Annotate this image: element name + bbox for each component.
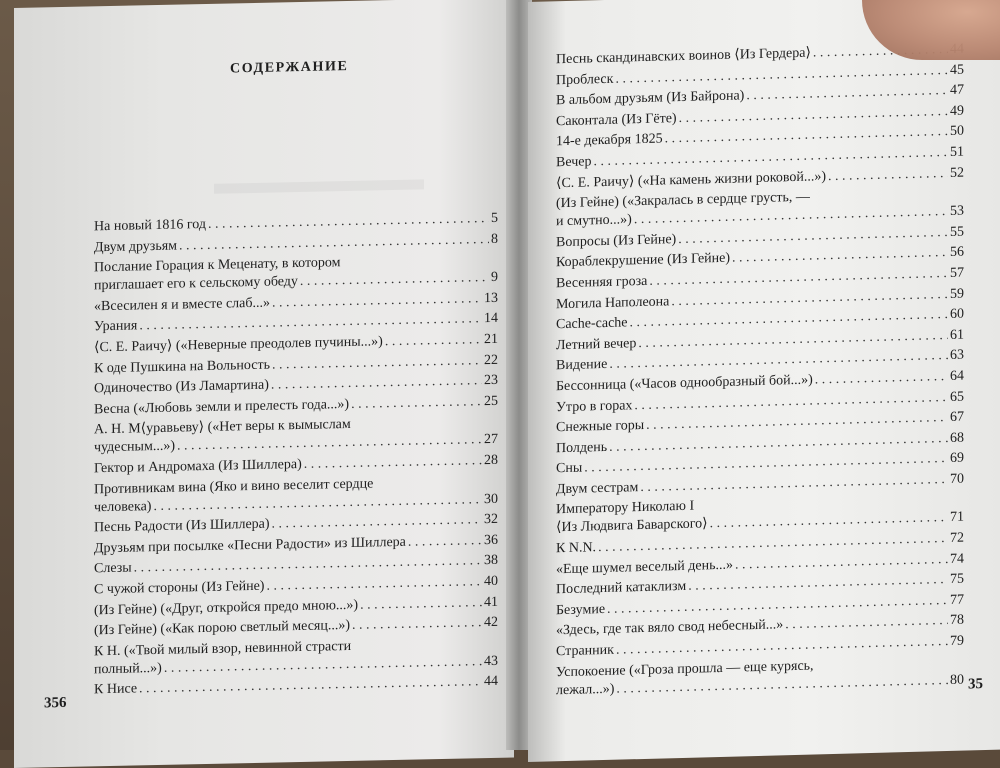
entry-page-number: 40 [484, 573, 498, 590]
entry-page-number: 69 [950, 450, 964, 467]
entry-title: Песнь скандинавских воинов ⟨Из Гердера⟩ [556, 45, 811, 68]
entry-page-number: 72 [950, 530, 964, 547]
entry-title: ⟨С. Е. Раичу⟩ («Неверные преодолев пучины...») [94, 334, 383, 356]
entry-page-number: 30 [484, 491, 498, 507]
page-number-left: 356 [44, 694, 67, 712]
entry-title: человека) [94, 498, 152, 515]
entry-page-number: 51 [950, 144, 964, 160]
entry-title: 14-е декабря 1825 [556, 131, 663, 150]
entry-title-line: Противникам вина (Яко и вино веселит сердце [94, 476, 374, 497]
contents-entry [94, 251, 498, 295]
entry-title: Снежные горы [556, 418, 645, 436]
entry-title: и смутно...») [556, 212, 632, 230]
entry-title: Видение [556, 357, 608, 374]
dot-leader [208, 210, 489, 234]
entry-page-number: 42 [484, 614, 498, 631]
entry-page-number: 27 [484, 432, 498, 448]
entry-title: Вопросы (Из Гейне) [556, 231, 677, 251]
entry-title: Слезы [94, 560, 132, 577]
entry-page-number: 68 [950, 430, 964, 446]
entry-page-number: 5 [491, 210, 498, 227]
entry-title: К N.N. [556, 540, 597, 557]
entry-title: Урания [94, 318, 138, 335]
entry-title: Сны [556, 460, 583, 477]
entry-page-number: 79 [950, 633, 964, 649]
entry-title-line: Послание Горация к Меценату, в котором [94, 255, 341, 276]
entry-title: «Еще шумел веселый день...» [556, 557, 733, 577]
entry-page-number: 63 [950, 347, 964, 364]
entry-page-number: 43 [484, 653, 498, 669]
entry-title: Утро в горах [556, 397, 633, 415]
entry-title: ⟨С. Е. Раичу⟩ («На камень жизни роковой...») [556, 168, 827, 191]
entry-title: Песнь Радости (Из Шиллера) [94, 516, 270, 536]
entry-title: Одиночество (Из Ламартина) [94, 377, 269, 397]
entry-page-number: 71 [950, 510, 964, 526]
entry-title-line: Императору Николаю I [556, 499, 695, 518]
faint-show-through [214, 179, 424, 193]
entry-page-number: 55 [950, 224, 964, 240]
entry-page-number: 64 [950, 368, 964, 384]
entry-title: Cache-cache [556, 315, 628, 333]
entry-page-number: 77 [950, 592, 964, 608]
contents-list-left [94, 210, 498, 702]
entry-title: Бессонница («Часов однообразный бой...») [556, 372, 813, 395]
entry-page-number: 9 [491, 270, 498, 286]
entry-title: Безумие [556, 601, 606, 619]
entry-page-number: 57 [950, 265, 964, 281]
dot-leader [272, 511, 482, 533]
entry-page-number: 32 [484, 511, 498, 528]
entry-page-number: 80 [950, 672, 964, 688]
entry-title: приглашает его к сельскому обеду [94, 274, 298, 294]
entry-page-number: 25 [484, 393, 498, 409]
entry-title: Вечер [556, 154, 592, 171]
dot-leader [266, 573, 482, 596]
entry-title: чудесным...») [94, 438, 175, 456]
entry-title-line: А. Н. М⟨уравьеву⟩ («Нет веры к вымыслам [94, 417, 351, 438]
dot-leader [385, 331, 482, 351]
entry-page-number: 44 [484, 674, 498, 690]
entry-page-number: 21 [484, 331, 498, 348]
dot-leader [272, 352, 482, 374]
entry-page-number: 50 [950, 123, 964, 140]
entry-page-number: 45 [950, 62, 964, 78]
entry-title-line: (Из Гейне) («Закралась в сердце грусть, — [556, 189, 810, 212]
entry-page-number: 61 [950, 327, 964, 343]
entry-title: Странник [556, 642, 614, 660]
entry-title: Могила Наполеона [556, 293, 670, 312]
contents-entry [94, 413, 498, 457]
entry-title: К Нисе [94, 681, 138, 698]
dot-leader [746, 82, 948, 105]
dot-leader [272, 290, 482, 312]
entry-title: Двум друзьям [94, 238, 178, 255]
entry-title: Весенняя гроза [556, 273, 648, 292]
dot-leader [785, 612, 948, 634]
entry-page-number: 65 [950, 389, 964, 405]
contents-list-right [556, 41, 964, 703]
entry-page-number: 38 [484, 553, 498, 569]
entry-title: К оде Пушкина на Вольность [94, 357, 270, 376]
entry-title: Последний катаклизм [556, 579, 687, 598]
entry-title: Саконтала (Из Гёте) [556, 110, 677, 130]
entry-title: На новый 1816 год [94, 216, 206, 235]
entry-page-number: 78 [950, 613, 964, 629]
entry-page-number: 70 [950, 471, 964, 487]
entry-title-line: Успокоение («Гроза прошла — еще курясь, [556, 658, 814, 680]
dot-leader [351, 393, 482, 414]
entry-title: (Из Гейне) («Как порою светлый месяц...») [94, 618, 351, 639]
entry-page-number: 13 [484, 290, 498, 306]
entry-title-line: К Н. («Твой милый взор, невинной страсти [94, 638, 352, 660]
dot-leader [732, 244, 948, 268]
entry-page-number: 49 [950, 103, 964, 119]
entry-page-number: 59 [950, 286, 964, 302]
contents-entry [94, 635, 498, 679]
dot-leader [408, 532, 482, 552]
entry-title: «Здесь, где так вяло свод небесный...» [556, 617, 784, 639]
dot-leader [735, 551, 948, 575]
entry-page-number: 53 [950, 203, 964, 220]
entry-page-number: 23 [484, 373, 498, 389]
entry-page-number: 36 [484, 532, 498, 548]
entry-title: Летний вечер [556, 335, 637, 353]
page-number-right: 35 [968, 676, 983, 693]
entry-page-number: 14 [484, 311, 498, 327]
entry-page-number: 75 [950, 571, 964, 588]
entry-title: (Из Гейне) («Друг, откройся предо мною...») [94, 597, 359, 618]
entry-title: ⟨Из Людвига Баварского⟩ [556, 516, 708, 536]
dot-leader [300, 269, 489, 291]
entry-page-number: 41 [484, 594, 498, 610]
contents-heading: СОДЕРЖАНИЕ [230, 58, 349, 77]
entry-title: В альбом друзьям (Из Байрона) [556, 88, 745, 109]
entry-page-number: 60 [950, 306, 964, 323]
entry-title: Гектор и Андромаха (Из Шиллера) [94, 456, 302, 477]
entry-title: С чужой стороны (Из Гейне) [94, 578, 265, 598]
dot-leader [304, 452, 482, 474]
entry-page-number: 47 [950, 82, 964, 99]
entry-page-number: 28 [484, 452, 498, 469]
dot-leader [815, 368, 948, 389]
entry-page-number: 22 [484, 352, 498, 368]
entry-title: Друзьям при посылке «Песни Радости» из Шиллера [94, 534, 406, 557]
contents-entry [556, 653, 964, 700]
left-page [14, 0, 514, 768]
entry-page-number: 74 [950, 551, 964, 567]
entry-page-number: 67 [950, 409, 964, 426]
contents-entry [94, 472, 498, 516]
entry-title: Проблеск [556, 71, 614, 88]
entry-title: Весна («Любовь земли и прелесть года...») [94, 396, 350, 418]
entry-page-number: 8 [491, 231, 498, 247]
entry-page-number: 56 [950, 244, 964, 261]
dot-leader [352, 614, 482, 635]
dot-leader [828, 165, 948, 186]
dot-leader [139, 673, 482, 698]
entry-title: «Всесилен я и вместе слаб...» [94, 295, 270, 315]
right-page [528, 0, 1000, 762]
dot-leader [271, 372, 482, 394]
entry-title: Двум сестрам [556, 479, 639, 498]
entry-title: полный...») [94, 660, 162, 678]
entry-page-number: 52 [950, 165, 964, 181]
entry-title: Кораблекрушение (Из Гейне) [556, 251, 731, 271]
dot-leader [360, 594, 482, 615]
entry-title: Полдень [556, 439, 608, 456]
entry-title: лежал...») [556, 681, 615, 698]
